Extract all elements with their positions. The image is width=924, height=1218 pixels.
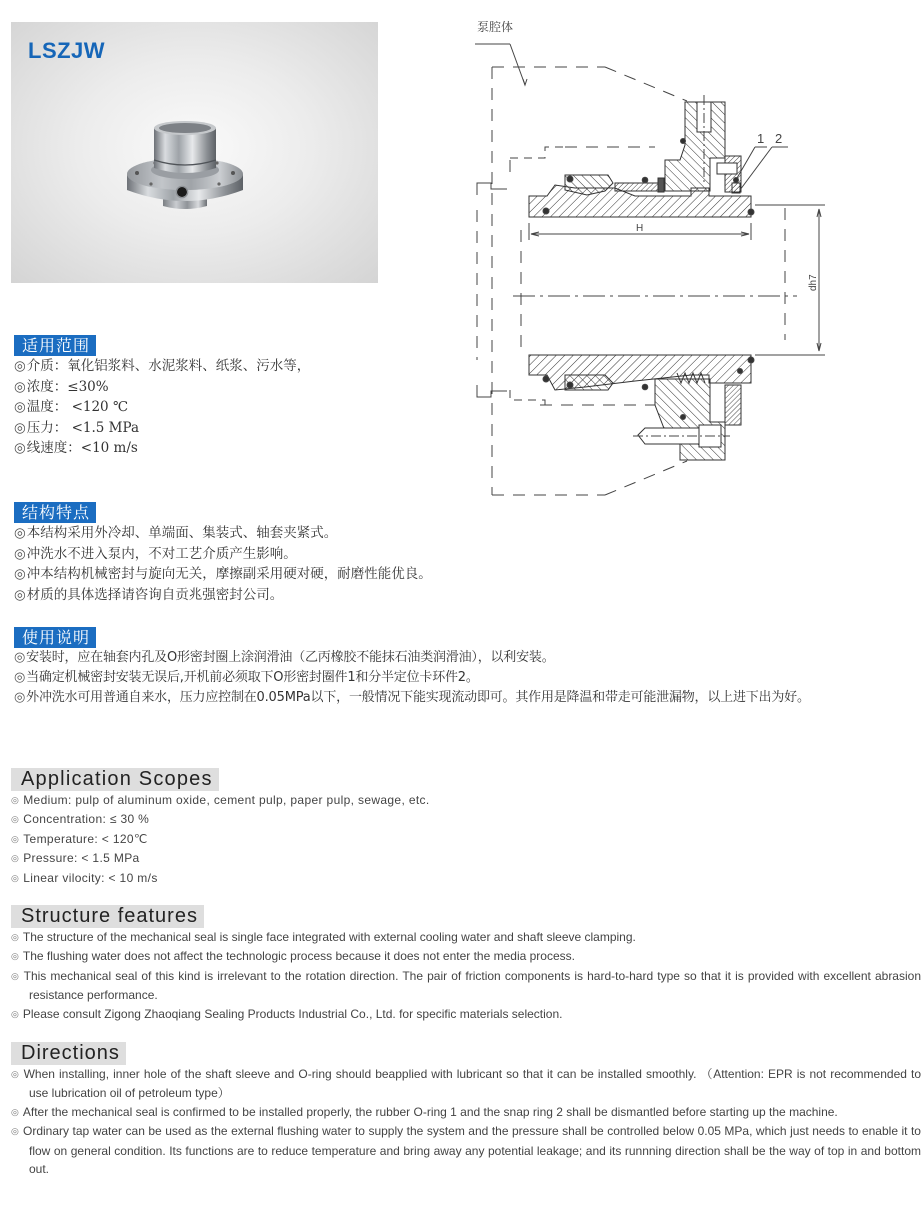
cn-scope-item: ◎压力： <1.5 MPa xyxy=(14,419,139,436)
cn-scope-item: ◎浓度：≤30% xyxy=(14,378,109,395)
en-scope-title: Application Scopes xyxy=(11,768,219,791)
en-scope-item: ◎ Temperature: < 120℃ xyxy=(11,831,148,846)
bullet-icon: ◎ xyxy=(14,399,26,415)
en-scope-item: ◎ Medium: pulp of aluminum oxide, cement pulp, paper pulp, sewage, etc. xyxy=(11,793,430,807)
en-features-title: Structure features xyxy=(11,905,204,928)
cn-features-item: ◎本结构采用外冷却、单端面、集装式、轴套夹紧式。 xyxy=(14,525,338,541)
cn-directions-title: 使用说明 xyxy=(14,627,96,648)
en-features-item: ◎ This mechanical seal of this kind is irrelevant to the rotation direction. The pair of friction components is hard-to-hard type so that it is provided with excellent abrasion resistance performance. xyxy=(11,968,921,1003)
part-label-1: 1 xyxy=(757,131,765,146)
bullet-icon: ◎ xyxy=(14,358,26,374)
bullet-icon: ◎ xyxy=(11,795,20,805)
cn-directions-section xyxy=(14,627,920,708)
bullet-icon: ◎ xyxy=(14,525,26,541)
en-scope-item: ◎ Linear vilocity: < 10 m/s xyxy=(11,870,158,885)
bullet-icon: ◎ xyxy=(11,872,20,883)
bullet-icon: ◎ xyxy=(11,833,20,844)
bullet-icon: ◎ xyxy=(14,545,26,562)
cn-directions-item: ◎当确定机械密封安装无误后,开机前必须取下O形密封圈件1和分半定位卡环件2。 xyxy=(14,670,479,685)
en-scope-section xyxy=(11,768,430,888)
part-label-2: 2 xyxy=(775,131,783,146)
cn-features-item: ◎材质的具体选择请咨询自贡兆强密封公司。 xyxy=(14,586,284,603)
cn-scope-title: 适用范围 xyxy=(14,335,96,356)
cn-features-item: ◎冲本结构机械密封与旋向无关，摩擦副采用硬对硬，耐磨性能优良。 xyxy=(14,566,432,582)
cn-features-section xyxy=(14,502,432,605)
en-scope-item: ◎ Concentration: ≤ 30 % xyxy=(11,812,150,827)
seal-cross-section-diagram xyxy=(455,15,835,505)
en-features-item: ◎ The flushing water does not affect the technologic process because it does not enter the media process. xyxy=(11,949,575,964)
en-directions-section xyxy=(11,1042,921,1178)
bullet-icon: ◎ xyxy=(11,1069,20,1079)
bullet-icon: ◎ xyxy=(11,1106,19,1117)
product-photo-panel xyxy=(11,22,378,283)
en-directions-item: ◎ When installing, inner hole of the shaft sleeve and O-ring should beapplied with lubricant so that it can be installed smoothly. （Attention: EPR is not recommended to use lubrication oil of petroleum type） xyxy=(11,1067,921,1101)
model-title: LSZJW xyxy=(28,38,106,63)
cn-scope-item: ◎温度： <120 ℃ xyxy=(14,399,129,415)
bullet-icon: ◎ xyxy=(11,1008,19,1019)
cn-scope-item: ◎介质：氧化铝浆料、水泥浆料、纸浆、污水等， xyxy=(14,358,311,374)
bullet-icon: ◎ xyxy=(14,378,26,395)
bullet-icon: ◎ xyxy=(14,690,26,705)
en-features-item: ◎ The structure of the mechanical seal is single face integrated with external cooling water and shaft sleeve clamping. xyxy=(11,930,636,944)
cn-directions-item: ◎安装时，应在轴套内孔及O形密封圈上涂润滑油（乙丙橡胶不能抹石油类润滑油），以利安装。 xyxy=(14,650,555,665)
bullet-icon: ◎ xyxy=(14,440,26,456)
cn-scope-section xyxy=(14,335,310,459)
en-directions-item: ◎ Ordinary tap water can be used as the external flushing water to supply the system and the pressure shall be controlled below 0.05 MPa, which just needs to enable it to flow on general condition. Its functions are to reduce temperature and bring away any potential leakage; and its runnning direction shall be the way of top in and bottom out. xyxy=(11,1124,921,1177)
bullet-icon: ◎ xyxy=(11,970,20,981)
cn-features-title: 结构特点 xyxy=(14,502,96,523)
en-features-item: ◎ Please consult Zigong Zhaoqiang Sealing Products Industrial Co., Ltd. for specific materials selection. xyxy=(11,1006,563,1021)
bullet-icon: ◎ xyxy=(14,670,26,685)
pump-body-label: 泵腔体 xyxy=(477,20,514,34)
bullet-icon: ◎ xyxy=(14,586,26,603)
bullet-icon: ◎ xyxy=(11,932,19,942)
en-directions-title: Directions xyxy=(11,1042,126,1065)
bullet-icon: ◎ xyxy=(11,1126,20,1137)
bullet-icon: ◎ xyxy=(11,814,20,825)
dimension-h-label: H xyxy=(636,223,644,234)
product-photo xyxy=(125,108,245,220)
cn-directions-item: ◎外冲洗水可用普通自来水，压力应控制在0.05MPa以下，一般情况下能实现流动即可。其作用是降温和带走可能泄漏物，以上进下出为好。 xyxy=(14,690,810,705)
bullet-icon: ◎ xyxy=(11,853,20,864)
en-directions-item: ◎ After the mechanical seal is confirmed to be installed properly, the rubber O-ring 1 and the snap ring 2 shall be dismantled before starting up the machine. xyxy=(11,1104,838,1119)
dimension-dh7-label: dh7 xyxy=(808,274,819,291)
en-scope-item: ◎ Pressure: < 1.5 MPa xyxy=(11,851,140,866)
cn-scope-item: ◎线速度：<10 m/s xyxy=(14,440,138,456)
bullet-icon: ◎ xyxy=(14,566,26,582)
en-features-section xyxy=(11,905,921,1024)
bullet-icon: ◎ xyxy=(14,650,26,665)
cn-features-item: ◎冲洗水不进入泵内，不对工艺介质产生影响。 xyxy=(14,545,297,562)
bullet-icon: ◎ xyxy=(11,951,19,962)
bullet-icon: ◎ xyxy=(14,419,26,436)
